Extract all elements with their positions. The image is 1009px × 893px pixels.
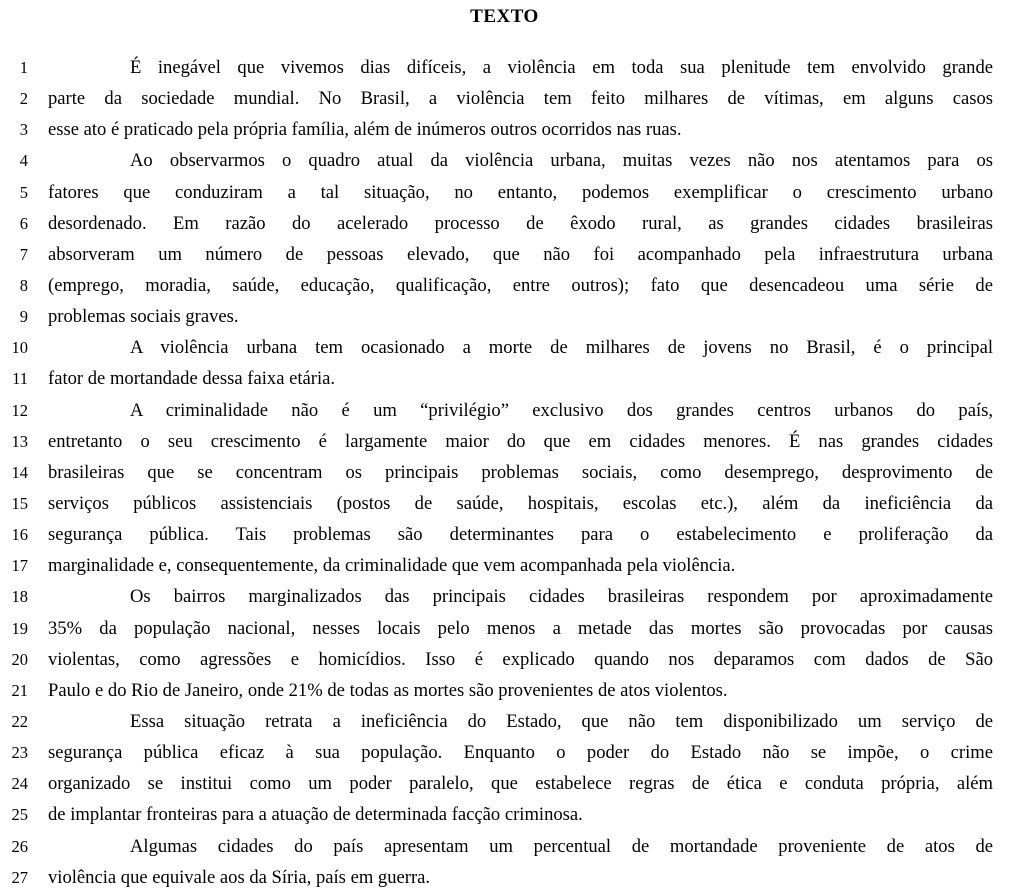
line-number: 14 [11, 462, 28, 482]
line-text [48, 332, 993, 363]
line-text-content: de implantar fronteiras para a atuação de determinada facção criminosa. [48, 804, 583, 826]
line-text [48, 613, 993, 644]
text-line-row [0, 239, 1009, 270]
line-text-content: esse ato é praticado pela própria família, além de inúmeros outros ocorridos nas ruas. [48, 119, 682, 141]
line-number: 1 [19, 58, 28, 77]
line-text [48, 488, 993, 519]
line-text [48, 177, 993, 208]
line-number: 22 [11, 711, 28, 731]
line-number: 15 [11, 493, 28, 513]
line-text [48, 706, 993, 737]
line-number: 25 [11, 805, 28, 825]
line-number: 21 [11, 680, 28, 700]
line-number: 26 [11, 836, 28, 856]
line-text-content: entretanto o seu crescimento é largamente maior do que em cidades menores. É nas grandes cidades [48, 430, 993, 452]
line-text [48, 799, 993, 830]
line-text-content: Os bairros marginalizados das principais cidades brasileiras respondem por aproximadamente [130, 586, 993, 608]
line-text [48, 363, 993, 394]
line-text-content: É inegável que vivemos dias difíceis, a violência em toda sua plenitude tem envolvido grande [130, 57, 993, 78]
line-number: 20 [11, 649, 28, 669]
text-line-row [0, 457, 1009, 488]
text-line-row [0, 301, 1009, 332]
line-number: 7 [19, 244, 28, 264]
line-text-content: organizado se institui como um poder paralelo, que estabelece regras de ética e conduta própria, além [48, 773, 993, 795]
text-line-row [0, 83, 1009, 114]
line-number: 11 [12, 369, 28, 389]
line-text-content: marginalidade e, consequentemente, da criminalidade que vem acompanhada pela violência. [48, 555, 736, 577]
text-line-row [0, 831, 1009, 862]
text-line-row [0, 862, 1009, 893]
line-text-content: violência que equivale aos da Síria, país em guerra. [48, 866, 431, 888]
text-line-row [0, 488, 1009, 519]
text-line-row [0, 426, 1009, 457]
text-line-row [0, 177, 1009, 208]
line-number: 6 [19, 213, 28, 233]
line-number: 16 [11, 525, 28, 545]
line-text [48, 52, 993, 83]
line-text [48, 862, 993, 893]
line-text [48, 270, 993, 301]
line-text [48, 239, 993, 270]
line-text [48, 675, 993, 706]
line-text-content: problemas sociais graves. [48, 306, 239, 328]
text-line-row [0, 706, 1009, 737]
line-text [48, 426, 993, 457]
line-text [48, 519, 993, 550]
text-line-row [0, 270, 1009, 301]
line-text-content: brasileiras que se concentram os principais problemas sociais, como desemprego, desprovimento de [48, 461, 993, 483]
text-line-row [0, 519, 1009, 550]
line-number: 19 [11, 618, 28, 638]
line-text [48, 550, 993, 581]
text-line-row [0, 52, 1009, 83]
line-text [48, 395, 993, 426]
line-number: 23 [11, 743, 28, 763]
line-text-content: A violência urbana tem ocasionado a morte de milhares de jovens no Brasil, é o principal [130, 337, 993, 359]
line-text-content: A criminalidade não é um “privilégio” exclusivo dos grandes centros urbanos do país, [130, 399, 993, 421]
line-text-content: desordenado. Em razão do acelerado processo de êxodo rural, as grandes cidades brasileiras [48, 212, 993, 234]
line-text [48, 208, 993, 239]
line-text-content: Paulo e do Rio de Janeiro, onde 21% de todas as mortes são provenientes de atos violentos. [48, 679, 728, 701]
text-line-row [0, 737, 1009, 768]
line-text-content: absorveram um número de pessoas elevado, que não foi acompanhado pela infraestrutura urbana [48, 243, 993, 265]
line-text-content: parte da sociedade mundial. No Brasil, a violência tem feito milhares de vítimas, em alguns casos [48, 88, 993, 110]
line-number: 4 [19, 151, 28, 171]
text-line-row [0, 208, 1009, 239]
line-text [48, 83, 993, 114]
text-line-row [0, 114, 1009, 145]
text-line-row [0, 799, 1009, 830]
text-line-row [0, 613, 1009, 644]
line-text [48, 114, 993, 145]
line-text-content: Ao observarmos o quadro atual da violência urbana, muitas vezes não nos atentamos para os [130, 150, 993, 172]
line-text [48, 145, 993, 176]
line-text-content: Essa situação retrata a ineficiência do Estado, que não tem disponibilizado um serviço de [130, 710, 993, 732]
text-line-row [0, 395, 1009, 426]
line-number: 8 [19, 275, 28, 295]
line-number: 9 [19, 307, 28, 327]
line-number: 12 [11, 400, 28, 420]
line-text [48, 644, 993, 675]
text-line-row [0, 363, 1009, 394]
numbered-text-body [0, 52, 1009, 893]
text-line-row [0, 581, 1009, 612]
line-text-content: violentas, como agressões e homicídios. Isso é explicado quando nos deparamos com dados de São [48, 648, 993, 670]
line-text-content: fatores que conduziram a tal situação, no entanto, podemos exemplificar o crescimento urbano [48, 181, 993, 203]
line-number: 18 [11, 587, 28, 607]
line-text [48, 301, 993, 332]
text-line-row [0, 644, 1009, 675]
line-text-content: 35% da população nacional, nesses locais pelo menos a metade das mortes são provocadas por causas [48, 617, 993, 639]
line-number: 13 [11, 431, 28, 451]
line-text-content: segurança pública. Tais problemas são determinantes para o estabelecimento e proliferação da [48, 524, 993, 546]
line-text-content: (emprego, moradia, saúde, educação, qualificação, entre outros); fato que desencadeou uma série de [48, 274, 993, 296]
text-line-row [0, 675, 1009, 706]
page-title: TEXTO [470, 6, 539, 27]
text-line-row [0, 145, 1009, 176]
line-text-content: segurança pública eficaz à sua população. Enquanto o poder do Estado não se impõe, o crime [48, 742, 993, 764]
line-number: 5 [19, 182, 28, 202]
line-number: 27 [11, 867, 28, 887]
line-text-content: fator de mortandade dessa faixa etária. [48, 368, 336, 390]
text-line-row [0, 768, 1009, 799]
line-text-content: serviços públicos assistenciais (postos de saúde, hospitais, escolas etc.), além da ineficiência da [48, 492, 993, 514]
line-text [48, 581, 993, 612]
line-text-content: Algumas cidades do país apresentam um percentual de mortandade proveniente de atos de [130, 835, 993, 857]
line-number: 17 [11, 556, 28, 576]
line-number: 2 [19, 89, 28, 109]
line-text [48, 737, 993, 768]
line-text [48, 831, 993, 862]
text-line-row [0, 332, 1009, 363]
line-text [48, 457, 993, 488]
line-number: 3 [19, 120, 28, 140]
line-text [48, 768, 993, 799]
line-number: 24 [11, 774, 28, 794]
text-line-row [0, 550, 1009, 581]
line-number: 10 [11, 338, 28, 358]
